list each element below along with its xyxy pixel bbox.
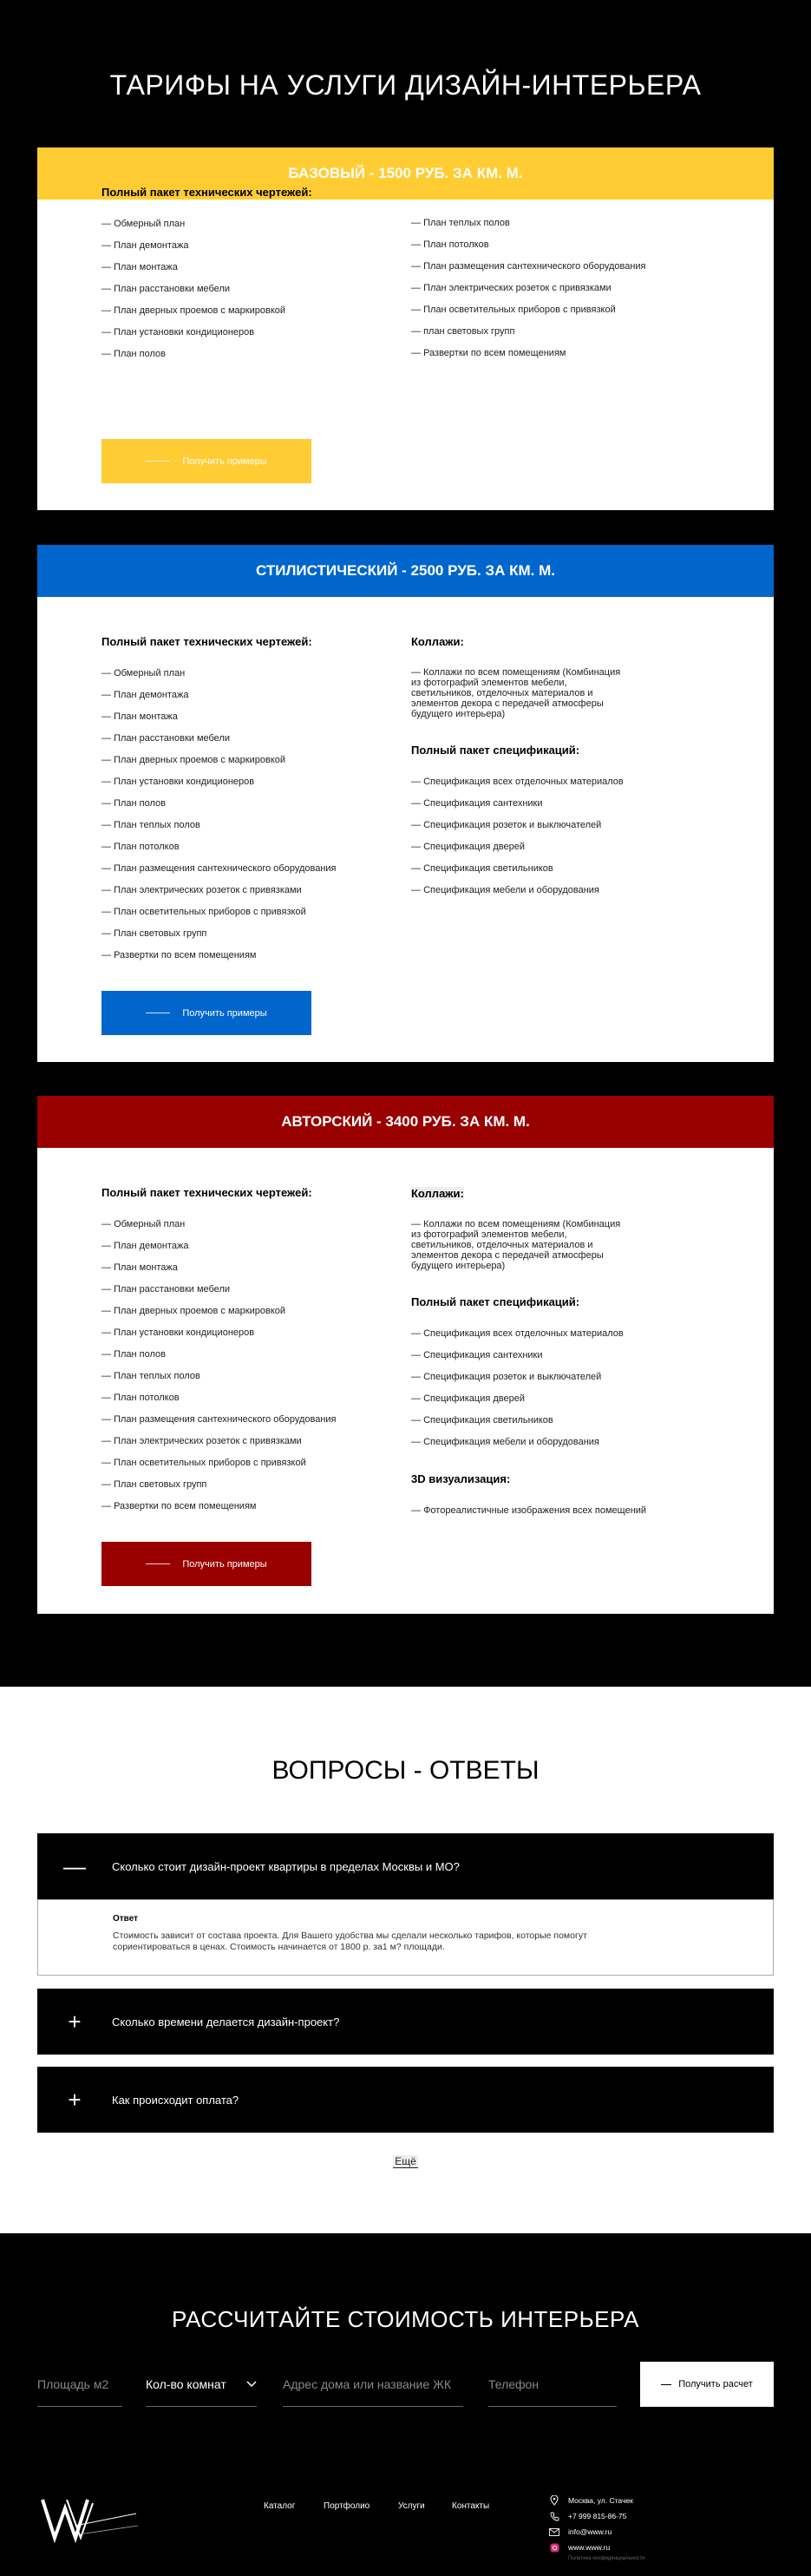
button-label: Получить примеры xyxy=(182,1007,267,1019)
list-item: — План осветительных приборов с привязкой xyxy=(411,304,741,316)
list-item: — План установки кондиционеров xyxy=(101,326,405,338)
faq-question-text: Сколько времени делается дизайн-проект? xyxy=(112,2015,340,2029)
address-text: Москва, ул. Стачек xyxy=(568,2496,633,2505)
list-item: — Развертки по всем помещениям xyxy=(101,1500,405,1512)
phone-input[interactable] xyxy=(488,2362,617,2407)
tariff-right-column xyxy=(411,217,741,369)
tariff-right-column xyxy=(411,1186,741,1526)
tariff-card-author xyxy=(37,1096,774,1614)
button-label: Получить примеры xyxy=(182,1558,267,1570)
pricing-title: ТАРИФЫ НА УСЛУГИ ДИЗАЙН-ИНТЕРЬЕРА xyxy=(109,69,702,101)
list-item: — Спецификация светильников xyxy=(411,862,741,875)
footer-email[interactable] xyxy=(549,2527,612,2537)
button-label: Получить примеры xyxy=(182,456,267,467)
list-item: — План расстановки мебели xyxy=(101,283,405,295)
tariff-items-list xyxy=(101,218,405,360)
chevron-down-icon xyxy=(246,2381,257,2388)
tariff-header: БАЗОВЫЙ - 1500 РУБ. ЗА КМ. М. xyxy=(37,147,774,200)
spec-list xyxy=(411,1327,741,1448)
list-item: — Спецификация всех отделочных материалов xyxy=(411,1327,741,1340)
list-item: — Обмерный план xyxy=(101,667,405,679)
privacy-policy-link[interactable]: Политика конфиденциальности xyxy=(568,2556,645,2561)
footer-nav-services[interactable]: Услуги xyxy=(398,2501,425,2511)
faq-title: ВОПРОСЫ - ОТВЕТЫ xyxy=(271,1756,540,1785)
email-text: info@www.ru xyxy=(568,2527,612,2536)
list-item: — План демонтажа xyxy=(101,239,405,252)
list-item: — Спецификация розеток и выключателей xyxy=(411,1371,741,1383)
footer-nav-portfolio[interactable]: Портфолио xyxy=(324,2501,370,2511)
list-item: — План монтажа xyxy=(101,711,405,723)
collage-title: Коллажи: xyxy=(411,635,464,648)
phone-text: +7 999 815-86-75 xyxy=(568,2512,627,2520)
instagram-text: www.www.ru xyxy=(568,2543,611,2552)
tariff-column-title: Полный пакет технических чертежей: xyxy=(101,186,312,199)
faq-question-1[interactable] xyxy=(37,1833,774,1899)
spec-list xyxy=(411,776,741,896)
faq-question-text: Сколько стоит дизайн-проект квартиры в пределах Москвы и МО? xyxy=(112,1859,460,1873)
list-item: — План электрических розеток с привязками xyxy=(411,282,741,294)
list-item: — Развертки по всем помещениям xyxy=(411,347,741,359)
list-item: — План монтажа xyxy=(101,1262,405,1274)
list-item: — Спецификация дверей xyxy=(411,841,741,853)
get-examples-button[interactable] xyxy=(101,991,311,1035)
list-item: — План демонтажа xyxy=(101,689,405,701)
plus-icon: + xyxy=(68,2086,82,2113)
list-item: — План осветительных приборов с привязкой xyxy=(101,906,405,918)
collage-text: — Коллажи по всем помещениям (Комбинация из фотографий элементов мебели, светильников, отделочных материалов и элементов декора с передачей атмосферы будущего интерьера) xyxy=(411,1219,621,1271)
list-item: — План потолков xyxy=(411,239,741,251)
list-item: — План дверных проемов с маркировкой xyxy=(101,1305,405,1317)
rooms-select[interactable] xyxy=(146,2362,257,2407)
list-item: — Спецификация розеток и выключателей xyxy=(411,819,741,831)
faq-more-link-wrap xyxy=(0,2155,811,2167)
list-item: — Обмерный план xyxy=(101,218,405,230)
faq-question-2[interactable] xyxy=(37,1989,774,2055)
phone-placeholder: Телефон xyxy=(488,2376,540,2391)
get-estimate-button[interactable] xyxy=(640,2362,774,2407)
list-item: — План полов xyxy=(101,348,405,360)
mail-icon xyxy=(549,2527,559,2537)
area-placeholder: Площадь м2 xyxy=(37,2376,109,2391)
footer-address xyxy=(549,2495,633,2506)
list-item: — Спецификация мебели и оборудования xyxy=(411,884,741,896)
tariff-items-list xyxy=(101,667,405,961)
list-item: — План электрических розеток с привязками xyxy=(101,1435,405,1447)
tariff-header: АВТОРСКИЙ - 3400 РУБ. ЗА КМ. М. xyxy=(37,1096,774,1148)
address-input[interactable] xyxy=(283,2362,463,2407)
footer-phone[interactable] xyxy=(549,2511,626,2521)
viz-title: 3D визуализация: xyxy=(411,1472,511,1485)
list-item: — План монтажа xyxy=(101,261,405,273)
list-item: — План установки кондиционеров xyxy=(101,1327,405,1339)
footer-nav-catalog[interactable]: Каталог xyxy=(264,2501,296,2511)
calc-title: РАССЧИТАЙТЕ СТОИМОСТЬ ИНТЕРЬЕРА xyxy=(172,2306,639,2332)
faq-answer xyxy=(37,1899,774,1976)
area-input[interactable] xyxy=(37,2362,122,2407)
location-pin-icon xyxy=(549,2495,559,2506)
list-item: — План световых групп xyxy=(101,927,405,940)
footer-instagram[interactable] xyxy=(549,2542,610,2553)
list-item: — План теплых полов xyxy=(101,1370,405,1382)
tariff-column-title: Полный пакет технических чертежей: xyxy=(101,635,312,648)
list-item: — Обмерный план xyxy=(101,1218,405,1230)
collage-title: Коллажи: xyxy=(411,1187,464,1200)
list-item: — План осветительных приборов с привязкой xyxy=(101,1457,405,1469)
list-item: — План демонтажа xyxy=(101,1240,405,1252)
list-item: — План электрических розеток с привязками xyxy=(101,884,405,896)
tariff-column-title: Полный пакет технических чертежей: xyxy=(101,1186,312,1199)
list-item: — План потолков xyxy=(101,841,405,853)
get-examples-button[interactable] xyxy=(101,1542,311,1586)
line-icon xyxy=(146,461,170,462)
list-item: — план световых групп xyxy=(411,325,741,338)
get-examples-button[interactable] xyxy=(101,439,311,483)
list-item: — План расстановки мебели xyxy=(101,1283,405,1295)
address-placeholder: Адрес дома или название ЖК xyxy=(283,2376,452,2391)
faq-more-link[interactable]: Ещё xyxy=(395,2155,416,2167)
list-item: — План полов xyxy=(101,1348,405,1360)
tariff-card-basic xyxy=(37,147,774,510)
footer-nav-contacts[interactable]: Контакты xyxy=(452,2501,490,2511)
tariff-left-column xyxy=(101,1186,405,1522)
list-item: — План размещения сантехнического оборудования xyxy=(411,260,741,272)
button-label: Получить расчет xyxy=(678,2379,753,2389)
line-icon xyxy=(661,2384,671,2385)
faq-question-text: Как происходит оплата? xyxy=(112,2093,239,2107)
viz-list xyxy=(411,1504,741,1517)
list-item: — Фотореалистичные изображения всех помещений xyxy=(411,1504,741,1517)
plus-icon: + xyxy=(68,2008,82,2035)
list-item: — План дверных проемов с маркировкой xyxy=(101,305,405,317)
spec-title: Полный пакет спецификаций: xyxy=(411,1295,580,1308)
list-item: — План размещения сантехнического оборудования xyxy=(101,1413,405,1426)
rooms-label: Кол-во комнат xyxy=(146,2376,226,2391)
list-item: — План расстановки мебели xyxy=(101,732,405,744)
list-item: — Спецификация сантехники xyxy=(411,797,741,810)
tariff-left-column xyxy=(101,186,405,370)
phone-icon xyxy=(549,2511,559,2521)
collage-text: — Коллажи по всем помещениям (Комбинация из фотографий элементов мебели, светильников, отделочных материалов и элементов декора с передачей атмосферы будущего интерьера) xyxy=(411,667,621,719)
list-item: — Спецификация дверей xyxy=(411,1393,741,1405)
tariff-left-column xyxy=(101,635,405,971)
faq-section xyxy=(0,1687,811,2233)
tariff-items-list xyxy=(101,1218,405,1512)
minus-icon: — xyxy=(63,1852,86,1879)
list-item: — План полов xyxy=(101,797,405,810)
list-item: — План дверных проемов с маркировкой xyxy=(101,754,405,766)
spec-title: Полный пакет спецификаций: xyxy=(411,744,580,757)
tariff-right-column xyxy=(411,635,741,906)
tariff-card-stylistic xyxy=(37,545,774,1062)
line-icon xyxy=(146,1563,170,1564)
tariff-items-list xyxy=(411,217,741,359)
list-item: — План потолков xyxy=(101,1392,405,1404)
list-item: — План теплых полов xyxy=(411,217,741,229)
logo[interactable] xyxy=(41,2494,145,2543)
instagram-icon xyxy=(549,2542,559,2553)
list-item: — План световых групп xyxy=(101,1478,405,1491)
list-item: — План установки кондиционеров xyxy=(101,776,405,788)
list-item: — План теплых полов xyxy=(101,819,405,831)
list-item: — Спецификация всех отделочных материалов xyxy=(411,776,741,788)
tariff-header: СТИЛИСТИЧЕСКИЙ - 2500 РУБ. ЗА КМ. М. xyxy=(37,545,774,597)
faq-answer-text: Стоимость зависит от состава проекта. Для Вашего удобства мы сделали несколько тарифов, которые помогут сориентироваться в ценах. Стоимость начинается от 1800 р. за1 м? площади. xyxy=(113,1930,587,1952)
list-item: — Развертки по всем помещениям xyxy=(101,949,405,961)
list-item: — Спецификация мебели и оборудования xyxy=(411,1436,741,1448)
list-item: — План размещения сантехнического оборудования xyxy=(101,862,405,875)
faq-question-3[interactable] xyxy=(37,2067,774,2133)
faq-answer-title: Ответ xyxy=(113,1914,139,1924)
list-item: — Спецификация светильников xyxy=(411,1414,741,1426)
list-item: — Спецификация сантехники xyxy=(411,1349,741,1361)
